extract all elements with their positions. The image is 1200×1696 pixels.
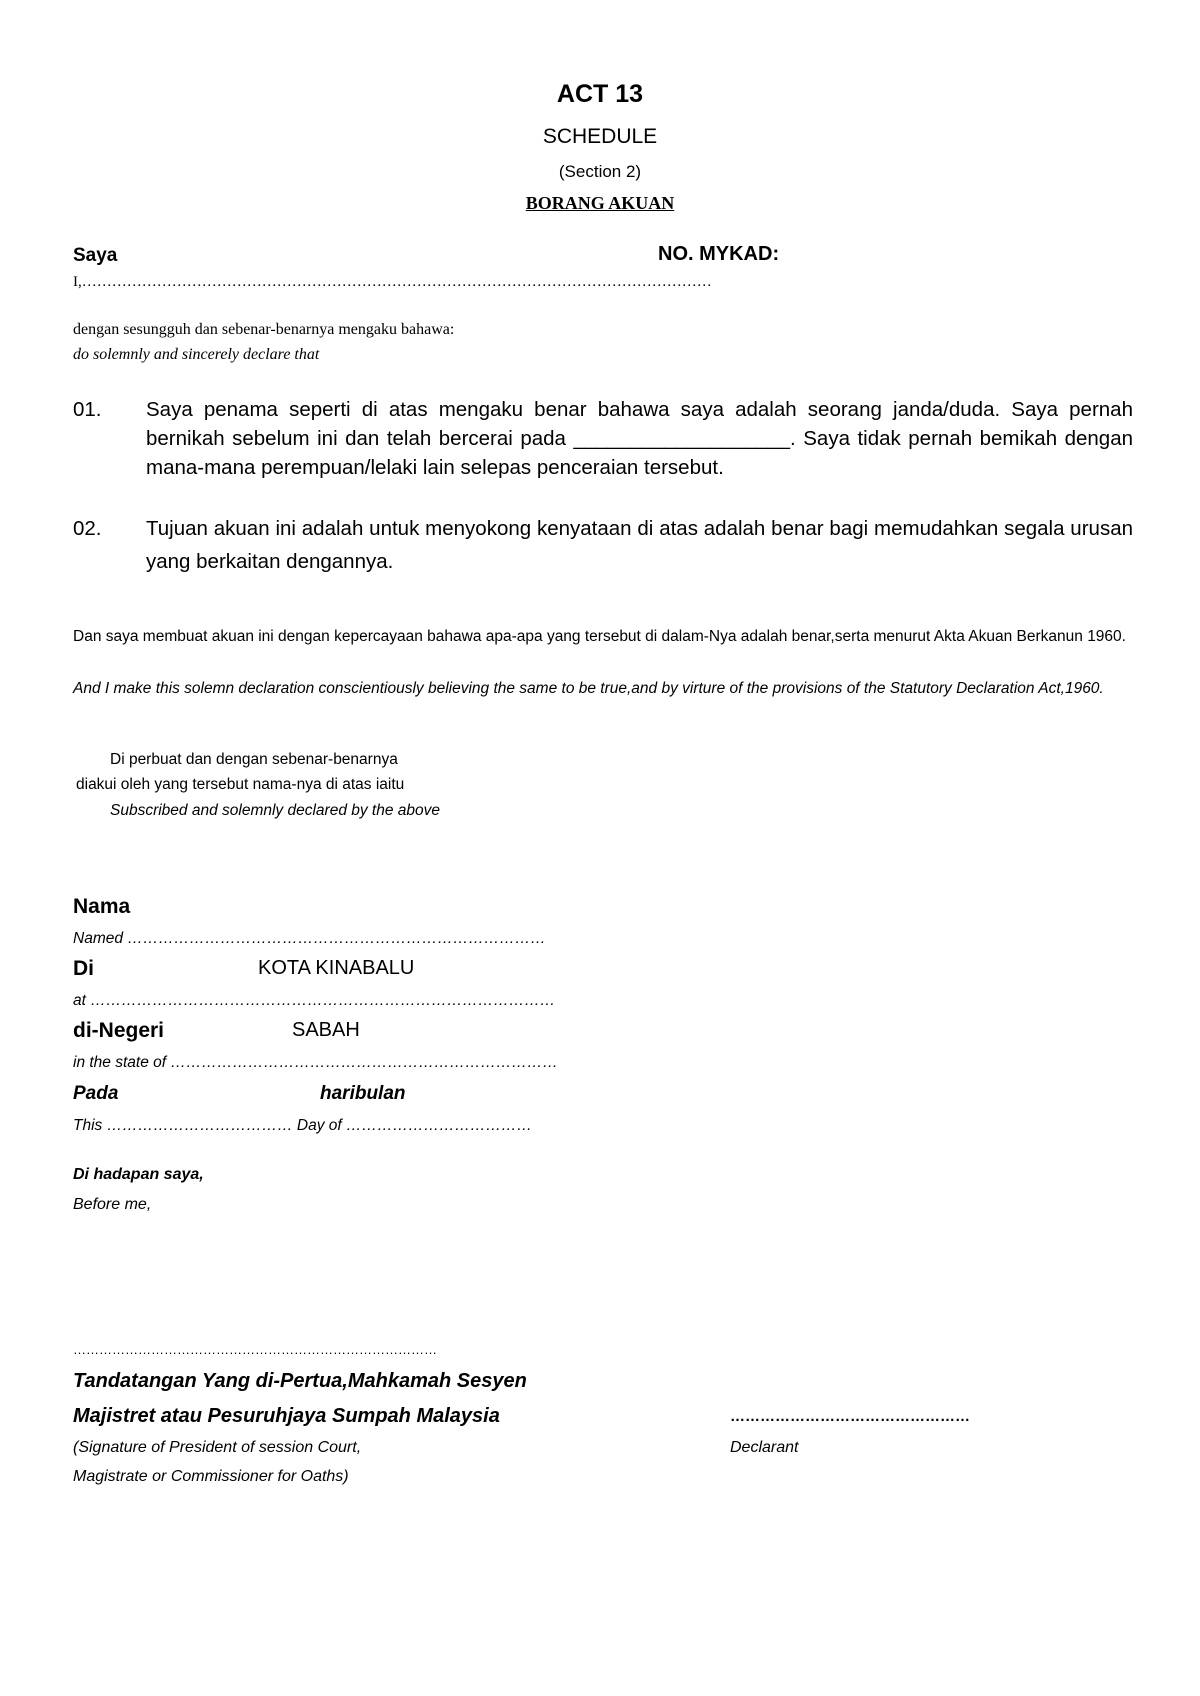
named-line: Named ……………………………………………………………………… [73, 930, 546, 947]
signature-english-2: Magistrate or Commissioner for Oaths) [73, 1468, 349, 1485]
clause-02 [73, 512, 1133, 576]
declarant-signature-line: ………………………………………… [730, 1408, 970, 1425]
act-title: ACT 13 [556, 80, 644, 108]
at-line: at ……………………………………………………………………………… [73, 992, 556, 1009]
clause-text: Tujuan akuan ini adalah untuk menyokong kenyataan di atas adalah benar bagi memudahkan segala urusan yang berkaitan dengannya. [146, 517, 1133, 573]
negeri-value: SABAH [292, 1019, 360, 1041]
subscribed-line-3: Subscribed and solemnly declared by the above [110, 802, 441, 819]
subscribed-line-1: Di perbuat dan dengan sebenar-benarnya [110, 751, 398, 768]
pada-label: Pada [73, 1083, 119, 1104]
form-title: BORANG AKUAN [525, 193, 675, 213]
signature-title-2: Majistret atau Pesuruhjaya Sumpah Malaysia [73, 1405, 500, 1427]
clause-text: Saya penama seperti di atas mengaku benar bahawa saya adalah seorang janda/duda. Saya pernah bernikah sebelum ini dan telah bercerai pada ___________________. Saya tidak pernah bemikah dengan mana-mana perempuan/lelaki lain selepas penceraian tersebut. [146, 398, 1133, 479]
subscribed-line-2: diakui oleh yang tersebut nama-nya di atas iaitu [76, 776, 405, 793]
signature-title-1: Tandatangan Yang di-Pertua,Mahkamah Sesyen [73, 1370, 527, 1392]
di-label: Di [73, 957, 94, 980]
mykad-label: NO. MYKAD: [658, 243, 780, 265]
clause-number: 01. [73, 398, 102, 421]
clause-number: 02. [73, 517, 102, 540]
statutory-english: And I make this solemn declaration conscientiously believing the same to be true,and by virture of the provisions of the Statutory Declaration Act,1960. [73, 680, 1104, 697]
negeri-label: di-Negeri [73, 1019, 165, 1042]
declare-malay: dengan sesungguh dan sebenar-benarnya mengaku bahawa: [73, 321, 455, 338]
nama-label: Nama [73, 895, 131, 918]
haribulan-label: haribulan [320, 1083, 406, 1104]
statutory-malay: Dan saya membuat akuan ini dengan kepercayaan bahawa apa-apa yang tersebut di dalam-Nya adalah benar,serta menurut Akta Akuan Berkanun 1960. [73, 628, 1126, 645]
schedule-heading: SCHEDULE [542, 125, 658, 148]
name-dotted-line: I,……………………………………………………………………………………………………………… [73, 274, 712, 290]
before-me-english: Before me, [73, 1196, 152, 1213]
before-me-malay: Di hadapan saya, [73, 1166, 204, 1183]
clause-01 [73, 395, 1133, 485]
di-value: KOTA KINABALU [258, 957, 415, 979]
signature-english-1: (Signature of President of session Court, [73, 1439, 362, 1456]
section-reference: (Section 2) [558, 162, 642, 181]
this-day-line: This ……………………………… Day of ……………………………… [73, 1117, 532, 1134]
saya-label: Saya [73, 245, 118, 266]
state-line: in the state of ………………………………………………………………… [73, 1054, 558, 1071]
commissioner-signature-line: ………………………………………………………………………… [73, 1342, 437, 1357]
declare-english: do solemnly and sincerely declare that [73, 346, 320, 363]
declarant-label: Declarant [730, 1439, 799, 1456]
